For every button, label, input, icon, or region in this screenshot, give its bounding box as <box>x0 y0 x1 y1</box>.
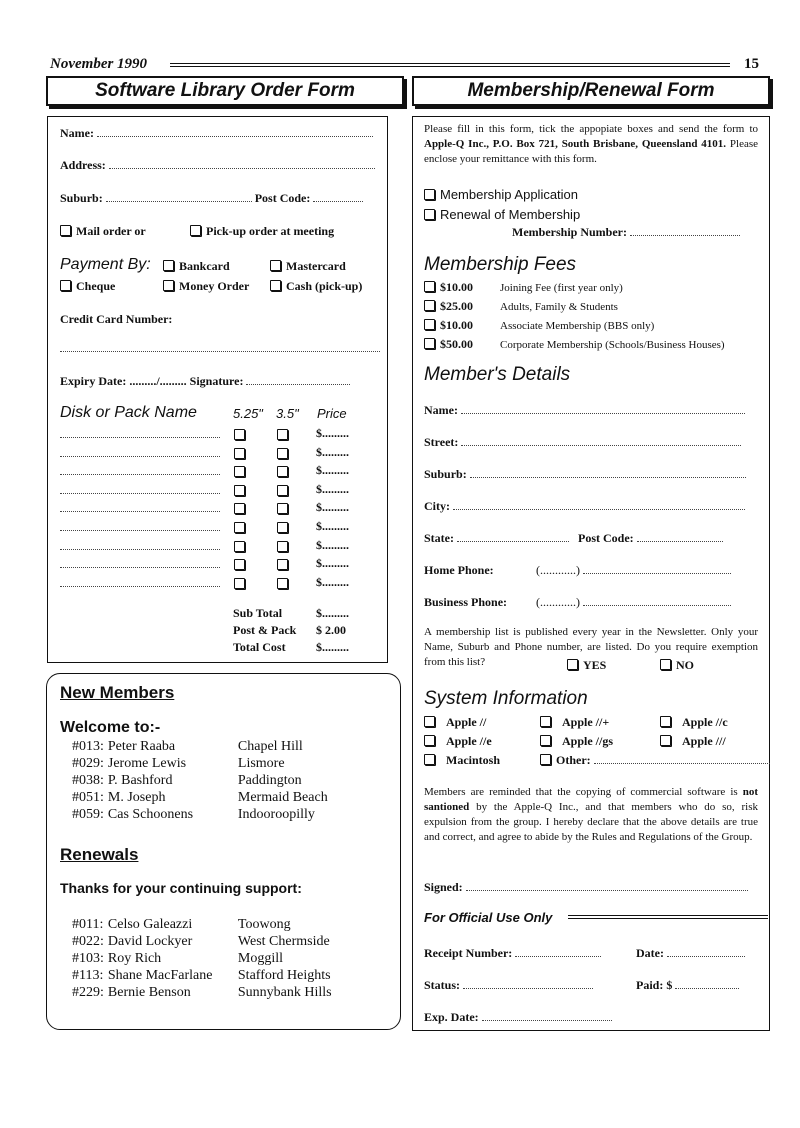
fee-description: Joining Fee (first year only) <box>500 282 623 294</box>
new-members-title: New Members <box>60 683 175 702</box>
member-state-field[interactable] <box>457 532 569 542</box>
member-suburb: Indooroopilly <box>237 807 315 822</box>
fee-description: Corporate Membership (Schools/Business Houses) <box>500 339 725 351</box>
software-order-title: Software Library Order Form <box>46 76 404 106</box>
new_members-row <box>72 806 328 823</box>
member-name-label: Name: <box>424 403 458 417</box>
disk-price-field[interactable]: $......... <box>316 463 349 478</box>
system-checkbox[interactable] <box>424 754 435 765</box>
member-suburb: West Chermside <box>237 934 330 949</box>
system-option[interactable] <box>660 715 728 730</box>
member-city-label: City: <box>424 499 450 513</box>
member-name: P. Bashford <box>107 773 173 788</box>
official-date-label: Date: <box>636 946 664 960</box>
member-name-field[interactable] <box>461 404 745 414</box>
disk-525-checkbox[interactable] <box>234 541 245 552</box>
receipt-row <box>424 946 601 961</box>
mastercard-checkbox[interactable] <box>270 260 281 271</box>
total-cost-value[interactable]: $......... <box>316 640 349 654</box>
system-info-title: System Information <box>424 688 588 709</box>
member-suburb: Stafford Heights <box>237 968 331 983</box>
reminder-text-1: Members are reminded that the copying of commercial software is <box>424 786 738 798</box>
status-row <box>424 978 593 993</box>
member-number: #229: <box>72 985 104 1000</box>
intro-remittance: Please enclose your remittance with this form. <box>424 138 758 165</box>
welcome-label: Welcome to:- <box>60 719 161 736</box>
business-phone-row <box>424 595 507 610</box>
disk-35-checkbox[interactable] <box>277 503 288 514</box>
membership-number-row <box>512 225 740 240</box>
disk-525-checkbox[interactable] <box>234 429 245 440</box>
signature-label: Signature: <box>189 374 244 388</box>
member-suburb: Mermaid Beach <box>237 790 328 805</box>
exemption-yes-option[interactable] <box>567 658 606 673</box>
fee-checkbox[interactable] <box>424 281 435 292</box>
system-label: Apple //e <box>446 734 492 748</box>
system-checkbox[interactable] <box>540 735 551 746</box>
membership-application-checkbox[interactable] <box>424 189 435 200</box>
order-line-row <box>60 463 370 481</box>
disk-525-checkbox[interactable] <box>234 578 245 589</box>
order-suburb-row <box>60 191 363 206</box>
bankcard-checkbox[interactable] <box>163 260 174 271</box>
cash-option[interactable] <box>270 279 362 294</box>
payment-by-label: Payment By: <box>60 256 151 273</box>
fee-amount: $10.00 <box>440 280 473 294</box>
member-postcode-label: Post Code: <box>578 531 634 545</box>
order-line-row <box>60 482 370 500</box>
member-street-field[interactable] <box>461 436 741 446</box>
details-title: Member's Details <box>424 364 571 385</box>
new_members-row <box>72 789 328 806</box>
exemption-no-option[interactable] <box>660 658 694 673</box>
disk-name-field[interactable] <box>60 447 220 457</box>
disk-name-field[interactable] <box>60 484 220 494</box>
pickup-label: Pick-up order at meeting <box>206 224 335 238</box>
fee-amount: $10.00 <box>440 318 473 332</box>
order-suburb-field[interactable] <box>106 192 252 202</box>
cheque-label: Cheque <box>76 279 116 293</box>
official-date-row <box>636 946 745 961</box>
system-option[interactable] <box>660 734 726 749</box>
disk-525-checkbox[interactable] <box>234 522 245 533</box>
credit-card-field[interactable] <box>60 342 380 352</box>
renewal-label: Renewal of Membership <box>440 207 581 222</box>
total-cost-label: Total Cost <box>233 640 286 654</box>
exp-date-field[interactable] <box>482 1011 612 1021</box>
paid-label: Paid: $ <box>636 978 673 992</box>
disk-525-checkbox[interactable] <box>234 466 245 477</box>
member-suburb: Chapel Hill <box>237 739 303 754</box>
bankcard-label: Bankcard <box>179 259 230 273</box>
expiry-label[interactable]: Expiry Date: ........./......... <box>60 374 187 388</box>
renewal-checkbox[interactable] <box>424 209 435 220</box>
status-label: Status: <box>424 978 461 992</box>
disk-name-header: Disk or Pack Name <box>60 404 197 421</box>
new_members-row <box>72 772 328 789</box>
renewals-row <box>72 984 332 1001</box>
system-option[interactable] <box>540 715 609 730</box>
other-checkbox[interactable] <box>540 754 551 765</box>
fee-amount: $50.00 <box>440 337 473 351</box>
receipt-label: Receipt Number: <box>424 946 513 960</box>
member-street-row <box>424 435 741 450</box>
renewals-row <box>72 916 332 933</box>
disk-name-field[interactable] <box>60 502 220 512</box>
system-label: Macintosh <box>446 753 500 767</box>
system-checkbox[interactable] <box>424 735 435 746</box>
fee-option[interactable] <box>424 299 618 314</box>
bankcard-option[interactable] <box>163 259 230 274</box>
no-checkbox[interactable] <box>660 659 671 670</box>
home-phone-label: Home Phone: <box>424 563 494 577</box>
intro-text: Please fill in this form, tick the appopiate boxes and send the form to <box>424 123 758 135</box>
member-state-row <box>424 531 723 546</box>
disk-name-field[interactable] <box>60 540 220 550</box>
membership-form-title: Membership/Renewal Form <box>412 76 770 106</box>
signed-row <box>424 880 748 895</box>
system-checkbox[interactable] <box>424 716 435 727</box>
signed-field[interactable] <box>466 881 748 891</box>
renewals-row <box>72 950 332 967</box>
mail-order-checkbox[interactable] <box>60 225 71 236</box>
mail-order-label: Mail order or <box>76 224 146 238</box>
disk-price-field[interactable]: $......... <box>316 444 349 459</box>
disk-name-field[interactable] <box>60 558 220 568</box>
fee-option[interactable] <box>424 280 623 295</box>
disk-name-field[interactable] <box>60 521 220 531</box>
expiry-signature-row <box>60 374 350 389</box>
order-line-row <box>60 538 370 556</box>
member-name: Jerome Lewis <box>107 756 187 771</box>
no-label: NO <box>676 658 694 672</box>
member-city-field[interactable] <box>453 500 745 510</box>
copyright-reminder <box>424 785 758 845</box>
business-phone-label: Business Phone: <box>424 595 508 609</box>
page-number: 15 <box>744 56 759 72</box>
home-phone-row <box>424 563 494 578</box>
member-number: #011: <box>72 917 104 932</box>
order-line-row <box>60 445 370 463</box>
exp-date-row <box>424 1010 612 1025</box>
membership-number-label: Membership Number: <box>512 225 627 239</box>
reminder-text-2: by the Apple-Q Inc., and that members who do so, risk expulsion from the group. I hereby declare that the above details are true and correct, and agree to abide by the Rules and Regulations of the Group. <box>424 801 758 843</box>
yes-checkbox[interactable] <box>567 659 578 670</box>
receipt-field[interactable] <box>515 947 601 957</box>
order-address-label: Address: <box>60 158 106 172</box>
system-label: Apple //c <box>682 715 728 729</box>
member-suburb: Sunnybank Hills <box>237 985 332 1000</box>
member-name: Peter Raaba <box>107 739 176 754</box>
disk-525-checkbox[interactable] <box>234 503 245 514</box>
business-phone-field[interactable] <box>583 596 731 606</box>
system-label: Apple //+ <box>562 715 610 729</box>
fee-description: Adults, Family & Students <box>500 301 618 313</box>
renewals-list <box>72 916 332 1001</box>
new_members-row <box>72 755 328 772</box>
renewals-title: Renewals <box>60 845 139 864</box>
new-members-list <box>72 738 328 823</box>
col-525-header: 5.25" <box>233 406 263 421</box>
club-address: Apple-Q Inc., P.O. Box 721, South Brisbane, Queensland 4101. <box>424 138 727 150</box>
order-line-row <box>60 575 370 593</box>
disk-525-checkbox[interactable] <box>234 448 245 459</box>
disk-35-checkbox[interactable] <box>277 448 288 459</box>
disk-35-checkbox[interactable] <box>277 578 288 589</box>
fee-checkbox[interactable] <box>424 300 435 311</box>
post-pack-value: $ 2.00 <box>316 623 346 637</box>
member-number: #051: <box>72 790 104 805</box>
system-checkbox[interactable] <box>660 735 671 746</box>
member-number: #059: <box>72 807 104 822</box>
renewals-row <box>72 967 332 984</box>
disk-price-field[interactable]: $......... <box>316 481 349 496</box>
signature-field[interactable] <box>246 375 350 385</box>
disk-price-field[interactable]: $......... <box>316 519 349 533</box>
order-postcode-label: Post Code: <box>254 191 311 205</box>
list-note-text: A membership list is published every year in the Newsletter. Only your Name, Suburb and Phone number, are listed. Do you require exemption from this list? <box>424 626 758 668</box>
mail-order-option[interactable] <box>60 224 146 239</box>
disk-35-checkbox[interactable] <box>277 485 288 496</box>
disk-name-field[interactable] <box>60 428 220 438</box>
member-name: Celso Galeazzi <box>107 917 193 932</box>
member-state-label: State: <box>424 531 454 545</box>
member-number: #022: <box>72 934 104 949</box>
member-name: Cas Schoonens <box>107 807 194 822</box>
system-checkbox[interactable] <box>660 716 671 727</box>
order-suburb-label: Suburb: <box>60 191 103 205</box>
credit-card-label: Credit Card Number: <box>60 312 173 326</box>
member-suburb: Moggill <box>237 951 284 966</box>
member-suburb-label: Suburb: <box>424 467 467 481</box>
home-phone-area[interactable] <box>536 563 731 578</box>
member-name: David Lockyer <box>107 934 193 949</box>
member-suburb: Paddington <box>237 773 302 788</box>
member-suburb: Toowong <box>237 917 291 932</box>
member-suburb-field[interactable] <box>470 468 746 478</box>
col-price-header: Price <box>317 406 347 421</box>
cash-checkbox[interactable] <box>270 280 281 291</box>
disk-name-field[interactable] <box>60 465 220 475</box>
money-order-checkbox[interactable] <box>163 280 174 291</box>
disk-price-field[interactable]: $......... <box>316 574 349 589</box>
disk-525-checkbox[interactable] <box>234 559 245 570</box>
disk-price-field[interactable]: $......... <box>316 500 349 515</box>
home-phone-field[interactable] <box>583 564 731 574</box>
system-option[interactable] <box>540 734 613 749</box>
paid-field[interactable] <box>675 979 739 989</box>
disk-525-checkbox[interactable] <box>234 485 245 496</box>
order-name-field[interactable] <box>97 127 373 137</box>
thanks-label: Thanks for your continuing support: <box>60 880 302 896</box>
membership-application-label: Membership Application <box>440 187 579 202</box>
other-system-field[interactable] <box>594 754 770 764</box>
order-address-row <box>60 158 375 173</box>
money-order-label: Money Order <box>179 279 250 293</box>
membership-application-option[interactable] <box>424 187 578 202</box>
mastercard-option[interactable] <box>270 259 346 274</box>
issue-date: November 1990 <box>50 56 148 72</box>
disk-35-checkbox[interactable] <box>277 429 288 440</box>
member-number: #103: <box>72 951 104 966</box>
system-option[interactable] <box>424 734 492 749</box>
fee-checkbox[interactable] <box>424 338 435 349</box>
business-phone-area-code[interactable]: (............) <box>536 595 580 609</box>
official-use-rule <box>568 915 768 919</box>
member-name-row <box>424 403 745 418</box>
member-name: Roy Rich <box>107 951 162 966</box>
cash-label: Cash (pick-up) <box>286 279 363 293</box>
fee-description: Associate Membership (BBS only) <box>500 320 655 332</box>
official-date-field[interactable] <box>667 947 745 957</box>
member-number: #038: <box>72 773 104 788</box>
member-name: Bernie Benson <box>107 985 191 1000</box>
col-35-header: 3.5" <box>276 406 299 421</box>
member-number: #013: <box>72 739 104 754</box>
member-number: #029: <box>72 756 104 771</box>
cheque-checkbox[interactable] <box>60 280 71 291</box>
reminder-emphasis: not santioned <box>424 786 758 813</box>
official-use-title: For Official Use Only <box>424 910 553 925</box>
disk-35-checkbox[interactable] <box>277 466 288 477</box>
pickup-option[interactable] <box>190 224 334 239</box>
fee-option[interactable] <box>424 337 725 352</box>
money-order-option[interactable] <box>163 279 249 294</box>
membership-intro <box>424 122 758 167</box>
disk-35-checkbox[interactable] <box>277 541 288 552</box>
disk-price-field[interactable]: $......... <box>316 426 349 440</box>
cheque-option[interactable] <box>60 279 115 294</box>
signed-label: Signed: <box>424 880 463 894</box>
other-label: Other: <box>556 753 591 767</box>
renewal-option[interactable] <box>424 207 580 222</box>
member-number: #113: <box>72 968 104 983</box>
business-phone-area[interactable] <box>536 595 731 610</box>
order-line-row <box>60 426 370 444</box>
order-postcode-field[interactable] <box>313 192 363 202</box>
member-postcode-field[interactable] <box>637 532 723 542</box>
order-line-row <box>60 519 370 537</box>
system-checkbox[interactable] <box>540 716 551 727</box>
other-system-row <box>540 753 770 768</box>
disk-35-checkbox[interactable] <box>277 559 288 570</box>
paid-row <box>636 978 739 993</box>
system-option[interactable] <box>424 715 486 730</box>
new_members-row <box>72 738 328 755</box>
system-label: Apple /// <box>682 734 726 748</box>
disk-name-field[interactable] <box>60 577 220 587</box>
pickup-checkbox[interactable] <box>190 225 201 236</box>
yes-label: YES <box>583 658 607 672</box>
disk-35-checkbox[interactable] <box>277 522 288 533</box>
member-city-row <box>424 499 745 514</box>
membership-number-field[interactable] <box>630 226 740 236</box>
renewals-row <box>72 933 332 950</box>
member-suburb: Lismore <box>237 756 285 771</box>
order-address-field[interactable] <box>109 159 375 169</box>
sub-total-value[interactable]: $......... <box>316 606 349 620</box>
sub-total-label: Sub Total <box>233 606 283 620</box>
order-line-row <box>60 500 370 518</box>
fee-amount: $25.00 <box>440 299 473 313</box>
system-label: Apple //gs <box>562 734 614 748</box>
member-street-label: Street: <box>424 435 459 449</box>
order-name-label: Name: <box>60 126 94 140</box>
fee-option[interactable] <box>424 318 654 333</box>
system-option[interactable] <box>424 753 500 768</box>
system-label: Apple // <box>446 715 487 729</box>
member-name: Shane MacFarlane <box>107 968 213 983</box>
mastercard-label: Mastercard <box>286 259 346 273</box>
status-field[interactable] <box>463 979 593 989</box>
member-name: M. Joseph <box>107 790 166 805</box>
post-pack-label: Post & Pack <box>233 623 297 637</box>
disk-price-field[interactable]: $......... <box>316 556 349 571</box>
order-line-row <box>60 556 370 574</box>
header-rule <box>170 63 730 67</box>
member-suburb-row <box>424 467 746 482</box>
fee-checkbox[interactable] <box>424 319 435 330</box>
exp-date-label: Exp. Date: <box>424 1010 479 1024</box>
disk-price-field[interactable]: $......... <box>316 537 349 552</box>
home-phone-area-code[interactable]: (............) <box>536 563 580 577</box>
order-name-row <box>60 126 373 141</box>
fees-title: Membership Fees <box>424 254 577 275</box>
